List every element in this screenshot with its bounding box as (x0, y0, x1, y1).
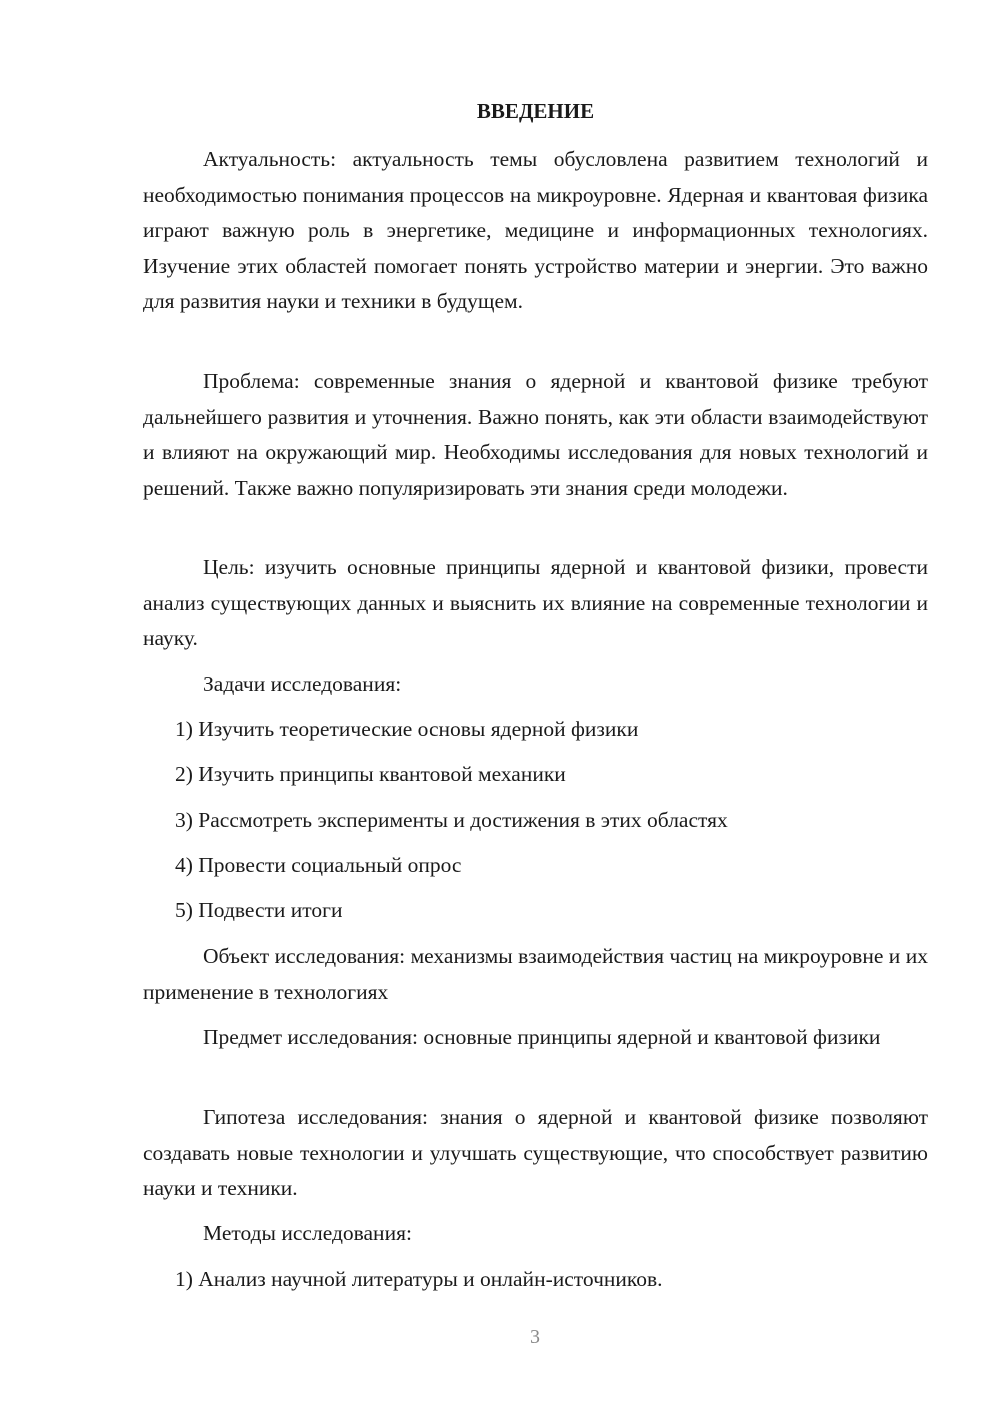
method-item-1: 1) Анализ научной литературы и онлайн-источников. (175, 1267, 663, 1291)
paragraph-goal: Цель: изучить основные принципы ядерной и квантовой физики, провести анализ существующих данных и выяснить их влияние на современные технологии и науку. (143, 555, 928, 650)
page-title: ВВЕДЕНИЕ (476, 99, 595, 123)
paragraph-problem: Проблема: современные знания о ядерной и квантовой физике требуют дальнейшего развития и уточнения. Важно понять, как эти области взаимодействуют и влияют на окружающий мир. Необходимы исследования для новых технологий и решений. Также важно популяризировать эти знания среди молодежи. (143, 369, 928, 500)
paragraph-object: Объект исследования: механизмы взаимодействия частиц на микроуровне и их применение в технологиях (143, 944, 928, 1004)
task-item-1: 1) Изучить теоретические основы ядерной физики (175, 717, 639, 741)
methods-heading: Методы исследования: (203, 1221, 412, 1245)
paragraph-hypothesis: Гипотеза исследования: знания о ядерной и квантовой физике позволяют создавать новые технологии и улучшать существующие, что способствует развитию науки и техники. (143, 1105, 928, 1200)
tasks-heading: Задачи исследования: (203, 672, 402, 696)
paragraph-relevance: Актуальность: актуальность темы обусловлена развитием технологий и необходимостью понимания процессов на микроуровне. Ядерная и квантовая физика играют важную роль в энергетике, медицине и информационных технологиях. Изучение этих областей помогает понять устройство материи и энергии. Это важно для развития науки и техники в будущем. (143, 147, 928, 313)
paragraph-subject: Предмет исследования: основные принципы ядерной и квантовой физики (203, 1025, 881, 1049)
task-item-4: 4) Провести социальный опрос (175, 853, 462, 877)
task-item-3: 3) Рассмотреть эксперименты и достижения в этих областях (175, 808, 728, 832)
page-number: 3 (530, 1326, 540, 1348)
task-item-5: 5) Подвести итоги (175, 898, 343, 922)
task-item-2: 2) Изучить принципы квантовой механики (175, 762, 566, 786)
